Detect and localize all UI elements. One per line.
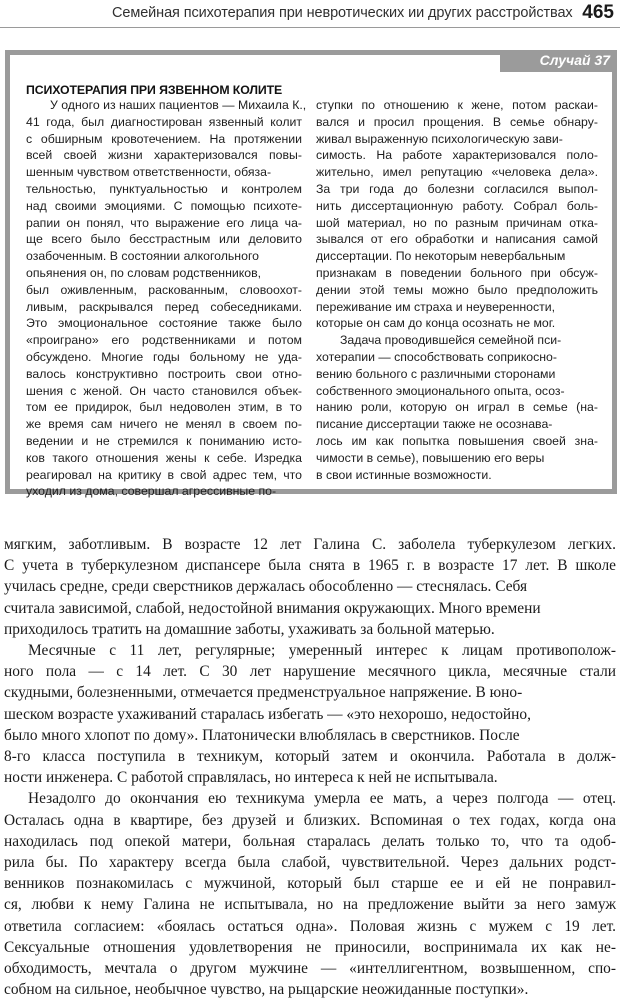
body-line: С учета в туберкулезном диспансере была снята в 1965 г. в возрасте 17 лет. В школе bbox=[4, 557, 616, 575]
sidebar-line: собственного эмоционального опыта, осоз- bbox=[316, 383, 565, 398]
sidebar-title: ПСИХОТЕРАПИЯ ПРИ ЯЗВЕННОМ КОЛИТЕ bbox=[26, 83, 283, 97]
sidebar-line: За три года до болезни согласился выпол- bbox=[316, 181, 598, 196]
sidebar-line: нить диссертационную работу. Собрал боль- bbox=[316, 198, 598, 213]
body-line: считала зависимой, слабой, недостойной внимания окружающих. Много времени bbox=[4, 599, 541, 617]
sidebar-line: хотерапии — способствовать соприкосно- bbox=[316, 349, 557, 364]
case-label: Случай 37 bbox=[539, 52, 610, 68]
sidebar-line: валось конструктивно построить свои отно- bbox=[26, 366, 302, 381]
sidebar-line: в свои истинные возможности. bbox=[316, 467, 492, 482]
body-line: ответила согласием: «боялась остаться одна». Половая жизнь с мужем с 19 лет. bbox=[4, 917, 616, 935]
sidebar-line: же время сам ничего не менял в своем по- bbox=[26, 417, 302, 432]
page-number: 465 bbox=[582, 2, 614, 23]
main-body-text bbox=[4, 534, 616, 1000]
sidebar-line: дении этой темы можно было предположить bbox=[316, 282, 598, 297]
sidebar-right-column bbox=[316, 97, 598, 483]
body-line: ного пола — с 14 лет. С 30 лет нарушение месячного цикла, месячные стали bbox=[4, 663, 616, 681]
body-line: было много хлопот по дому». Платонически влюблялась в сверстников. После bbox=[4, 726, 520, 744]
sidebar-line: переживание им страха и неуверенности, bbox=[316, 299, 556, 314]
body-line: Осталась одна в квартире, без друзей и близких. Вспоминая о тех годах, когда она bbox=[4, 811, 616, 829]
sidebar-line: шения с женой. Он часто становился объек- bbox=[26, 383, 302, 398]
body-line: мягким, заботливым. В возрасте 12 лет Галина С. заболела туберкулезом легких. bbox=[4, 536, 616, 553]
sidebar-line: вался и просил прощения. В семье обнару- bbox=[316, 114, 598, 129]
sidebar-line: 41 года, был диагностирован язвенный колит bbox=[26, 114, 302, 129]
running-title: Семейная психотерапия при невротических ии других расстройствах bbox=[112, 5, 573, 21]
sidebar-line: ступки по отношению к жене, потом раскаи- bbox=[316, 98, 598, 112]
body-line: Сексуальные отношения удовлетворения не приносили, воспринимала их как не- bbox=[4, 938, 616, 956]
sidebar-line: рапии он понял, что выражение его лица ча- bbox=[26, 215, 302, 230]
sidebar-line: У одного из наших пациентов — Михаила К., bbox=[50, 98, 307, 112]
sidebar-line: диссертации. По некоторым невербальным bbox=[316, 249, 566, 264]
sidebar-line: которые он сам до конца осознать не мог. bbox=[316, 316, 556, 331]
sidebar-line: шой материал, но по разным причинам отка- bbox=[316, 215, 598, 230]
sidebar-line: ще всего было бесстрастным или деловито bbox=[26, 232, 302, 247]
body-line: училась средне, среди сверстников держалась обособленно — стеснялась. Себя bbox=[4, 578, 528, 596]
sidebar-left-column bbox=[26, 97, 307, 500]
sidebar-line: зывался от его обработки и написания самой bbox=[316, 232, 598, 247]
body-line: 8-го класса поступила в техникум, который затем и окончила. Работала в долж- bbox=[4, 748, 616, 766]
sidebar-line: над своими эмоциями. С помощью психоте- bbox=[26, 198, 302, 213]
body-line: ся, любви к нему Галина не испытывала, но на предложение выйти за него замуж bbox=[4, 896, 616, 914]
sidebar-line: чимости в семье), повышению его веры bbox=[316, 450, 545, 465]
body-line: скудными, болезненными, отмечается предменструальное напряжение. В юно- bbox=[4, 684, 523, 702]
sidebar-line: реагировал на критику в свой адрес тем, что bbox=[26, 467, 302, 482]
sidebar-line: лось им как попытка повышения своей зна- bbox=[316, 433, 598, 448]
sidebar-line: ков такого отношения жены к себе. Изредка bbox=[26, 450, 302, 465]
body-line: Незадолго до окончания ею техникума умерла ее мать, а через полгода — отец. bbox=[28, 790, 616, 808]
sidebar-line: вению больного с различными сторонами bbox=[316, 366, 556, 381]
sidebar-line: признакам в поведении больного при обсуж- bbox=[316, 265, 598, 280]
sidebar-line: озабоченным. В состоянии алкогольного bbox=[26, 249, 259, 264]
body-line: венников познакомилась с мужчиной, который был старше ее и ей не понравил- bbox=[4, 875, 616, 893]
running-head bbox=[0, 0, 620, 28]
body-line: находилась под опекой матери, больная старалась делать только то, что та одоб- bbox=[4, 832, 616, 850]
body-line: шеском возрасте ухаживаний старалась избегать — «это нехорошо, недостойно, bbox=[4, 705, 531, 723]
body-line: ности инженера. С работой справлялась, но интереса к ней не испытывала. bbox=[4, 769, 498, 787]
body-line: обходимость, мечтала о другом мужчине — «интеллигентном, возвышенном, спо- bbox=[4, 960, 616, 978]
body-line: рила бы. По характеру всегда была слабой, чувствительной. Через дальних родст- bbox=[4, 854, 616, 872]
sidebar-line: тельностью, пунктуальностью и контролем bbox=[26, 181, 302, 196]
sidebar-line: писание диссертации также не осознава- bbox=[316, 417, 553, 432]
sidebar-line: ведении и не стремился к пониманию исто- bbox=[26, 433, 302, 448]
sidebar-line: Задача проводившейся семейной пси- bbox=[340, 333, 562, 348]
sidebar-line: живал выраженную психологическую зави- bbox=[316, 131, 563, 146]
body-line: приходилось тратить на домашние заботы, ухаживать за больной матерью. bbox=[4, 620, 495, 638]
case-label-tab bbox=[500, 50, 617, 72]
sidebar-line: с обширным кровотечением. На протяжении bbox=[26, 131, 302, 146]
sidebar-line: шенным чувством ответственности, обяза- bbox=[26, 165, 272, 180]
sidebar-line: нанию роли, которую он играл в семье (на- bbox=[316, 400, 598, 415]
sidebar-line: уходил из дома, совершал агрессивные по- bbox=[26, 484, 277, 499]
body-line: Месячные с 11 лет, регулярные; умеренный интерес к лицам противополож- bbox=[28, 642, 616, 660]
sidebar-line: был оживленным, раскованным, словоохот- bbox=[26, 282, 302, 297]
sidebar-line: обсуждено. Многие годы больному не уда- bbox=[26, 349, 302, 364]
sidebar-line: опьянения он, по словам родственников, bbox=[26, 265, 262, 280]
sidebar-line: том ее придирок, был недоволен этим, в то bbox=[26, 400, 302, 415]
body-line: собном на сильное, необычное чувство, на рыцарские неожиданные поступки». bbox=[4, 981, 529, 999]
sidebar-line: «проиграно» его родственниками и потом bbox=[26, 333, 302, 348]
sidebar-line: Это эмоциональное состояние также было bbox=[26, 316, 302, 331]
sidebar-line: симость. На работе характеризовался поло- bbox=[316, 148, 598, 163]
sidebar-line: ливым, раскрывался перед собеседниками. bbox=[26, 299, 302, 314]
sidebar-line: жительно, имел репутацию «человека дела». bbox=[316, 165, 598, 180]
sidebar-line: всей своей жизни характеризовался повы- bbox=[26, 148, 302, 163]
